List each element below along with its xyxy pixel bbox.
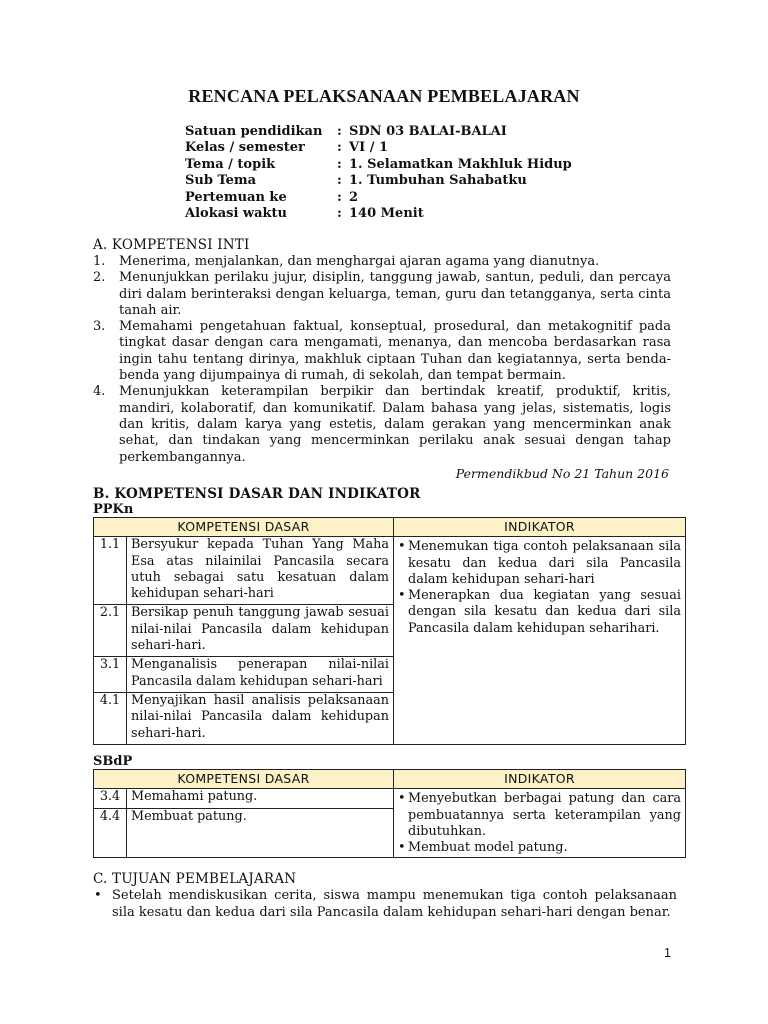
indicator-cell	[394, 537, 686, 745]
column-header-indikator: INDIKATOR	[394, 518, 686, 537]
indicator-text: Membuat model patung.	[408, 840, 568, 856]
meta-separator: :	[337, 173, 342, 189]
kd-text: Menganalisis penerapan nilai-nilai Pancasila dalam kehidupan sehari-hari	[127, 657, 394, 693]
meta-value: 2	[349, 189, 359, 205]
list-number: 1.	[93, 254, 106, 269]
meta-row-alokasi	[185, 206, 572, 222]
column-header-kompetensi-dasar: KOMPETENSI DASAR	[94, 518, 394, 537]
indicator-item	[398, 791, 681, 840]
kd-text: Bersyukur kepada Tuhan Yang Maha Esa atas nilainilai Pancasila secara utuh sebagai satu kesatuan dalam kehidupan sehari-hari	[127, 537, 394, 605]
meta-value: 1. Selamatkan Makhluk Hidup	[349, 156, 572, 172]
document-title: RENCANA PELAKSANAAN PEMBELAJARAN	[188, 86, 580, 106]
meta-label: Pertemuan ke	[185, 189, 287, 205]
list-text: Memahami pengetahuan faktual, konseptual, prosedural, dan metakognitif pada tingkat dasar dengan cara mengamati, menanya, dan mencoba berdasarkan rasa ingin tahu tentang dirinya, makhluk ciptaan Tuhan dan kegiatannya, serta benda-benda yang dijumpainya di rumah, di sekolah, dan tempat bermain.	[119, 319, 671, 384]
indicator-text: Menerapkan dua kegiatan yang sesuai dengan sila kesatu dan kedua dari sila Pancasila dalam kehidupan seharihari.	[408, 588, 681, 636]
sbdp-table	[93, 769, 686, 858]
kd-number: 3.1	[94, 657, 127, 693]
kd-number: 1.1	[94, 537, 127, 605]
meta-label: Satuan pendidikan	[185, 124, 323, 139]
meta-separator: :	[337, 124, 342, 139]
table-header-row	[94, 518, 686, 537]
meta-label: Kelas / semester	[185, 140, 305, 156]
indicator-text: Menyebutkan berbagai patung dan cara pembuatannya serta keterampilan yang dibutuhkan.	[408, 791, 681, 839]
meta-value: SDN 03 BALAI-BALAI	[349, 124, 507, 139]
meta-separator: :	[337, 156, 342, 172]
column-header-indikator: INDIKATOR	[394, 770, 686, 789]
list-item	[93, 254, 671, 270]
meta-row-subtema	[185, 173, 572, 189]
bullet-icon: •	[398, 539, 406, 555]
meta-value: VI / 1	[349, 140, 389, 156]
bullet-icon: •	[398, 840, 406, 856]
kd-number: 4.4	[94, 808, 127, 857]
meta-row-kelas	[185, 140, 572, 156]
list-number: 3.	[93, 319, 106, 335]
identity-block	[185, 124, 572, 222]
list-text: Menunjukkan perilaku jujur, disiplin, tanggung jawab, santun, peduli, dan percaya diri dalam berinteraksi dengan keluarga, teman, guru dan tetangganya, serta cinta tanah air.	[119, 270, 671, 318]
page-number: 1	[664, 946, 671, 960]
list-item	[93, 319, 671, 384]
list-item	[93, 888, 677, 921]
meta-value: 140 Menit	[349, 206, 424, 222]
meta-row-satuan	[185, 124, 572, 140]
kd-number: 2.1	[94, 605, 127, 657]
meta-label: Alokasi waktu	[185, 206, 287, 222]
meta-label: Sub Tema	[185, 173, 257, 189]
kd-text: Memahami patung.	[127, 789, 394, 808]
table-header-row	[94, 770, 686, 789]
table-row	[94, 789, 686, 808]
meta-label: Tema / topik	[185, 156, 276, 172]
list-number: 2.	[93, 270, 106, 286]
section-b-heading: B. KOMPETENSI DASAR DAN INDIKATOR	[93, 486, 421, 502]
bullet-icon: •	[398, 791, 406, 807]
tujuan-list	[93, 888, 677, 921]
kd-text: Membuat patung.	[127, 808, 394, 857]
list-item	[93, 270, 671, 319]
meta-row-pertemuan	[185, 190, 572, 206]
list-text: Menunjukkan keterampilan berpikir dan bertindak kreatif, produktif, kritis, mandiri, kolaboratif, dan komunikatif. Dalam bahasa yang jelas, sistematis, logis dan kritis, dalam karya yang estetis, dalam gerakan yang mencerminkan anak sehat, dan tindakan yang mencerminkan perilaku anak sesuai dengan tahap perkembangannya.	[119, 384, 671, 465]
table-row	[94, 537, 686, 605]
meta-value: 1. Tumbuhan Sahabatku	[349, 173, 527, 189]
source-citation: Permendikbud No 21 Tahun 2016	[455, 465, 669, 481]
kd-text: Bersikap penuh tanggung jawab sesuai nilai-nilai Pancasila dalam kehidupan sehari-hari.	[127, 605, 394, 657]
kd-number: 4.1	[94, 692, 127, 744]
indicator-item	[398, 840, 681, 856]
section-a-heading: A. KOMPETENSI INTI	[93, 237, 250, 253]
indicator-item	[398, 588, 681, 637]
kompetensi-inti-list	[93, 254, 671, 482]
ppkn-table	[93, 517, 686, 745]
indicator-text: Menemukan tiga contoh pelaksanaan sila kesatu dan kedua dari sila Pancasila dalam kehidupan sehari-hari	[408, 539, 681, 587]
list-number: 4.	[93, 384, 106, 400]
section-c-heading: C. TUJUAN PEMBELAJARAN	[93, 871, 297, 887]
bullet-icon: •	[94, 888, 102, 903]
kd-text: Menyajikan hasil analisis pelaksanaan nilai-nilai Pancasila dalam kehidupan sehari-hari.	[127, 692, 394, 744]
list-text: Menerima, menjalankan, dan menghargai ajaran agama yang dianutnya.	[119, 254, 600, 269]
indicator-cell	[394, 789, 686, 857]
meta-separator: :	[337, 140, 342, 156]
subject-ppkn-label: PPKn	[93, 502, 134, 517]
meta-row-tema	[185, 157, 572, 173]
meta-separator: :	[337, 206, 342, 222]
column-header-kompetensi-dasar: KOMPETENSI DASAR	[94, 770, 394, 789]
list-text: Setelah mendiskusikan cerita, siswa mampu menemukan tiga contoh pelaksanaan sila kesatu dan kedua dari sila Pancasila dalam kehidupan sehari-hari dengan benar.	[112, 888, 677, 920]
list-item	[93, 384, 671, 465]
meta-separator: :	[337, 189, 342, 205]
bullet-icon: •	[398, 588, 406, 604]
indicator-item	[398, 539, 681, 588]
kd-number: 3.4	[94, 789, 127, 808]
subject-sbdp-label: SBdP	[93, 754, 133, 769]
